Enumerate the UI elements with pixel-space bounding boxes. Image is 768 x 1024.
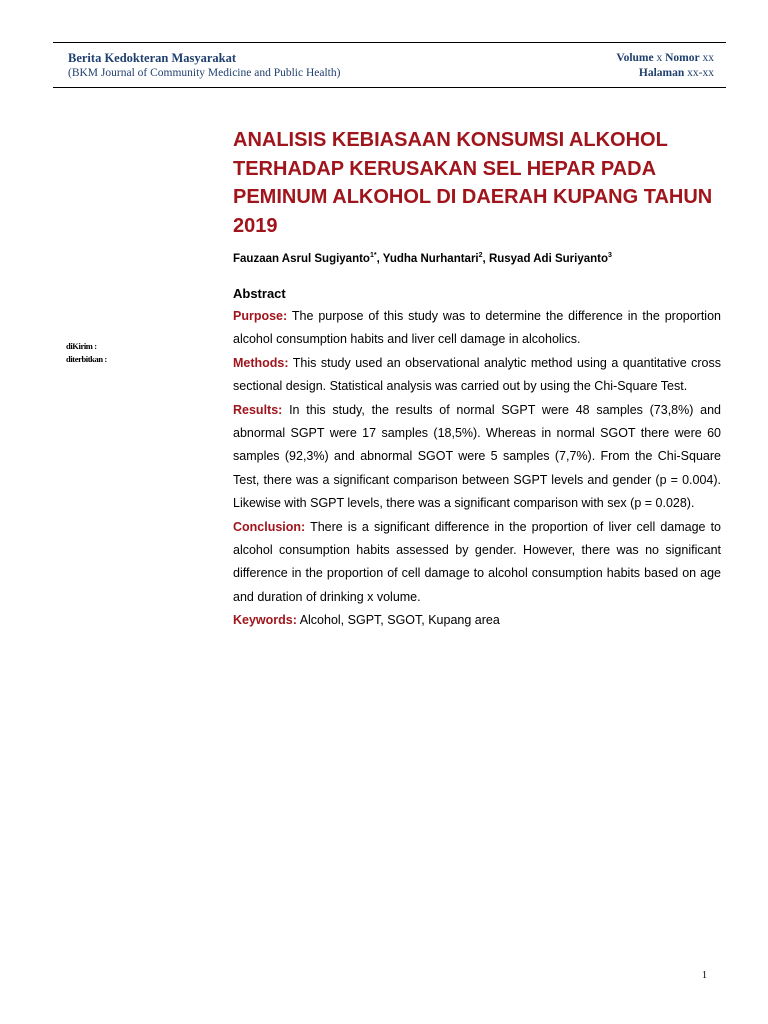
author-list: Fauzaan Asrul Sugiyanto$^{1*}$, Yudha Nurhantari$^2$, Rusyad Adi Suriyanto$^3$	[233, 252, 612, 265]
number-label: Nomor	[665, 52, 700, 64]
published-label: diterbitkan :	[66, 354, 107, 364]
issue-info	[616, 51, 714, 81]
keywords-text: Alcohol, SGPT, SGOT, Kupang area	[296, 613, 500, 628]
journal-name: Berita Kedokteran Masyarakat	[68, 51, 237, 65]
pages-value: xx-xx	[687, 67, 714, 79]
abstract-body	[233, 305, 721, 633]
conclusion-label: Conclusion:	[233, 519, 306, 534]
author-affiliation-mark: 3	[608, 252, 612, 259]
abstract-methods	[233, 352, 721, 399]
pages-line	[616, 66, 714, 81]
author-name: Fauzaan Asrul Sugiyanto	[233, 253, 370, 265]
author-name: Yudha Nurhantari	[382, 253, 479, 265]
abstract-conclusion	[233, 516, 721, 610]
header-bottom-rule	[53, 87, 726, 88]
abstract-heading: Abstract	[233, 286, 286, 301]
conclusion-text: There is a significant difference in the proportion of liver cell damage to alcohol consumption habits assessed by gender. However, there was no significant difference in the proportion of cell damage to alcohol consumption habits based on age and duration of drinking x volume.	[233, 519, 721, 604]
abstract-keywords	[233, 609, 721, 632]
volume-label: Volume	[616, 52, 654, 64]
submitted-label: diKirim :	[66, 341, 97, 351]
submission-dates	[66, 340, 107, 366]
author-name: Rusyad Adi Suriyanto	[488, 253, 609, 265]
number-value: xx	[702, 52, 714, 64]
keywords-label: Keywords:	[233, 613, 297, 628]
journal-info	[68, 50, 340, 80]
purpose-label: Purpose:	[233, 309, 288, 323]
journal-subtitle: (BKM Journal of Community Medicine and Public Health)	[68, 67, 341, 79]
volume-value: x	[656, 52, 663, 64]
page-number: 1	[702, 970, 707, 981]
author-affiliation-mark: 1*	[369, 252, 377, 259]
pages-label: Halaman	[638, 67, 685, 79]
purpose-text: The purpose of this study was to determine the difference in the proportion alcohol consumption habits and liver cell damage in alcoholics.	[233, 309, 721, 347]
methods-text: This study used an observational analytic method using a quantitative cross sectional design. Statistical analysis was carried out by using the Chi-Square Test.	[233, 355, 721, 394]
volume-line	[616, 51, 714, 66]
results-text: In this study, the results of normal SGPT were 48 samples (73,8%) and abnormal SGPT were 17 samples (18,5%). Whereas in normal SGOT there were 60 samples (92,3%) and abnormal SGOT were 5 samples (7,7%). From the Chi-Square Test, there was a significant comparison between SGPT levels and gender (p = 0.004). Likewise with SGPT levels, there was a significant comparison with sex (p = 0.028).	[233, 402, 721, 511]
header-top-rule	[53, 42, 726, 43]
results-label: Results:	[233, 402, 283, 417]
methods-label: Methods:	[233, 355, 289, 370]
abstract-results	[233, 399, 721, 516]
article-title: ANALISIS KEBIASAAN KONSUMSI ALKOHOL TERHADAP KERUSAKAN SEL HEPAR PADA PEMINUM ALKOHOL DI DAERAH KUPANG TAHUN 2019	[233, 129, 713, 237]
abstract-purpose	[233, 305, 721, 352]
author-affiliation-mark: 2	[478, 252, 483, 259]
